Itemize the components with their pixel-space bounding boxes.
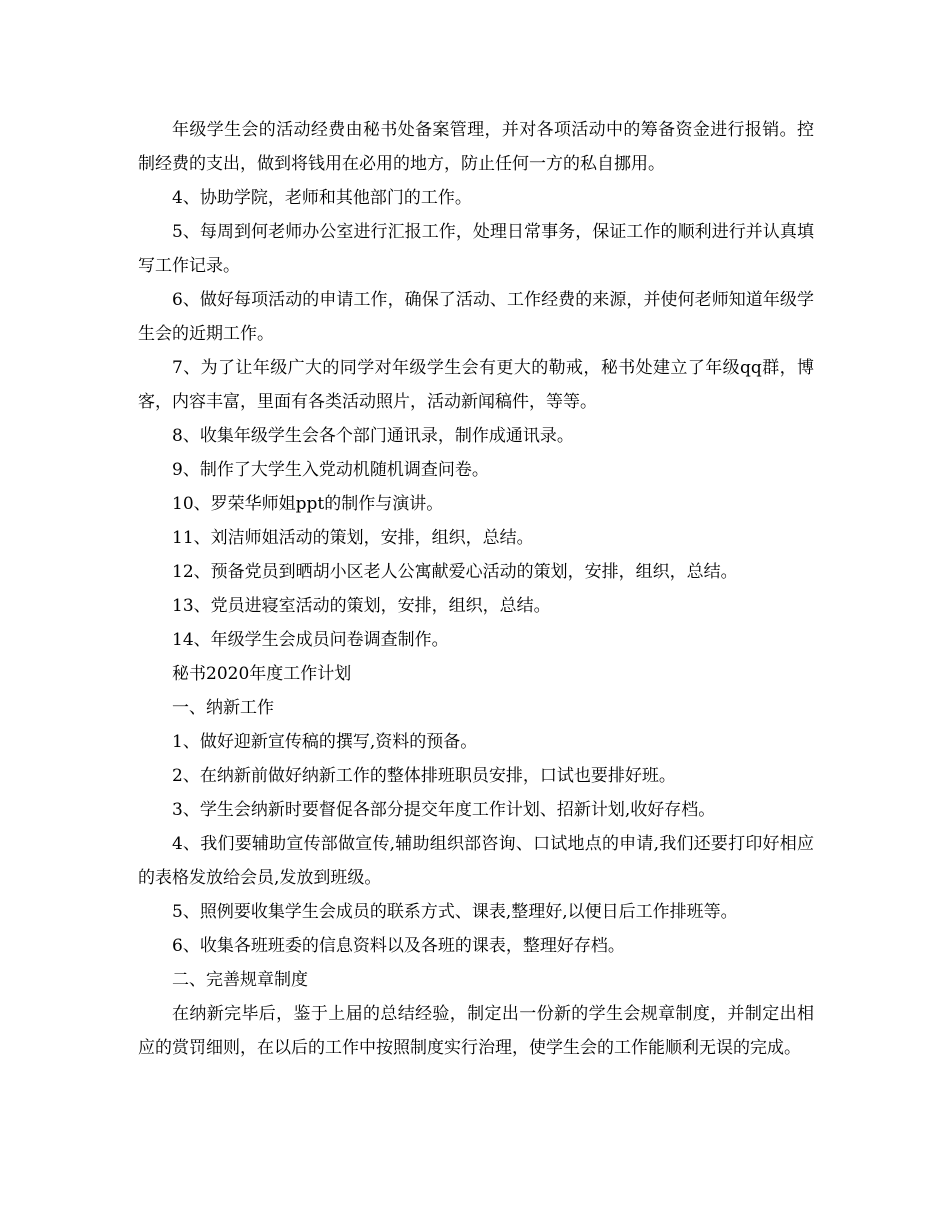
paragraph-item-10-ppt: 10、罗荣华师姐ppt的制作与演讲。 [172,494,444,514]
section-heading-plan: 秘书2020年度工作计划 [172,664,352,684]
paragraph-item-12-volunteer: 12、预备党员到晒胡小区老人公寓献爱心活动的策划，安排，组织，总结。 [172,562,738,582]
document-body [138,113,814,1065]
paragraph-funds-management: 年级学生会的活动经费由秘书处备案管理，并对各项活动中的筹备资金进行报销。控制经费的支出，做到将钱用在必用的地方，防止任何一方的私自挪用。 [138,120,814,174]
paragraph-item-4-assist: 4、协助学院，老师和其他部门的工作。 [172,188,472,208]
paragraph-plan-item-1: 1、做好迎新宣传稿的撰写,资料的预备。 [172,732,478,752]
section-heading-recruitment: 一、纳新工作 [172,698,274,718]
section-heading-rules: 二、完善规章制度 [172,970,308,990]
paragraph-item-14-questionnaire: 14、年级学生会成员问卷调查制作。 [172,630,449,650]
paragraph-plan-item-4: 4、我们要辅助宣传部做宣传,辅助组织部咨询、口试地点的申请,我们还要打印好相应的表格发放给会员,发放到班级。 [138,834,814,888]
paragraph-item-8-contacts: 8、收集年级学生会各个部门通讯录，制作成通讯录。 [172,426,574,446]
paragraph-item-13-dorm: 13、党员进寝室活动的策划，安排，组织，总结。 [172,596,551,616]
paragraph-item-6-applications: 6、做好每项活动的申请工作，确保了活动、工作经费的来源，并使何老师知道年级学生会的近期工作。 [138,290,814,344]
paragraph-item-9-survey: 9、制作了大学生入党动机随机调查问卷。 [172,460,489,480]
paragraph-plan-item-5: 5、照例要收集学生会成员的联系方式、课表,整理好,以便日后工作排班等。 [172,902,738,922]
paragraph-plan-item-3: 3、学生会纳新时要督促各部分提交年度工作计划、招新计划,收好存档。 [172,800,716,820]
paragraph-item-7-qq-group: 7、为了让年级广大的同学对年级学生会有更大的勒戒，秘书处建立了年级qq群，博客，内容丰富，里面有各类活动照片，活动新闻稿件，等等。 [138,358,814,412]
paragraph-item-11-activity: 11、刘洁师姐活动的策划，安排，组织，总结。 [172,528,534,548]
paragraph-plan-item-2: 2、在纳新前做好纳新工作的整体排班职员安排，口试也要排好班。 [172,766,676,786]
paragraph-rules-body: 在纳新完毕后，鉴于上届的总结经验，制定出一份新的学生会规章制度，并制定出相应的赏罚细则，在以后的工作中按照制度实行治理，使学生会的工作能顺利无误的完成。 [138,1004,814,1058]
paragraph-plan-item-6: 6、收集各班班委的信息资料以及各班的课表，整理好存档。 [172,936,625,956]
paragraph-item-5-weekly-report: 5、每周到何老师办公室进行汇报工作，处理日常事务，保证工作的顺利进行并认真填写工作记录。 [138,222,814,276]
